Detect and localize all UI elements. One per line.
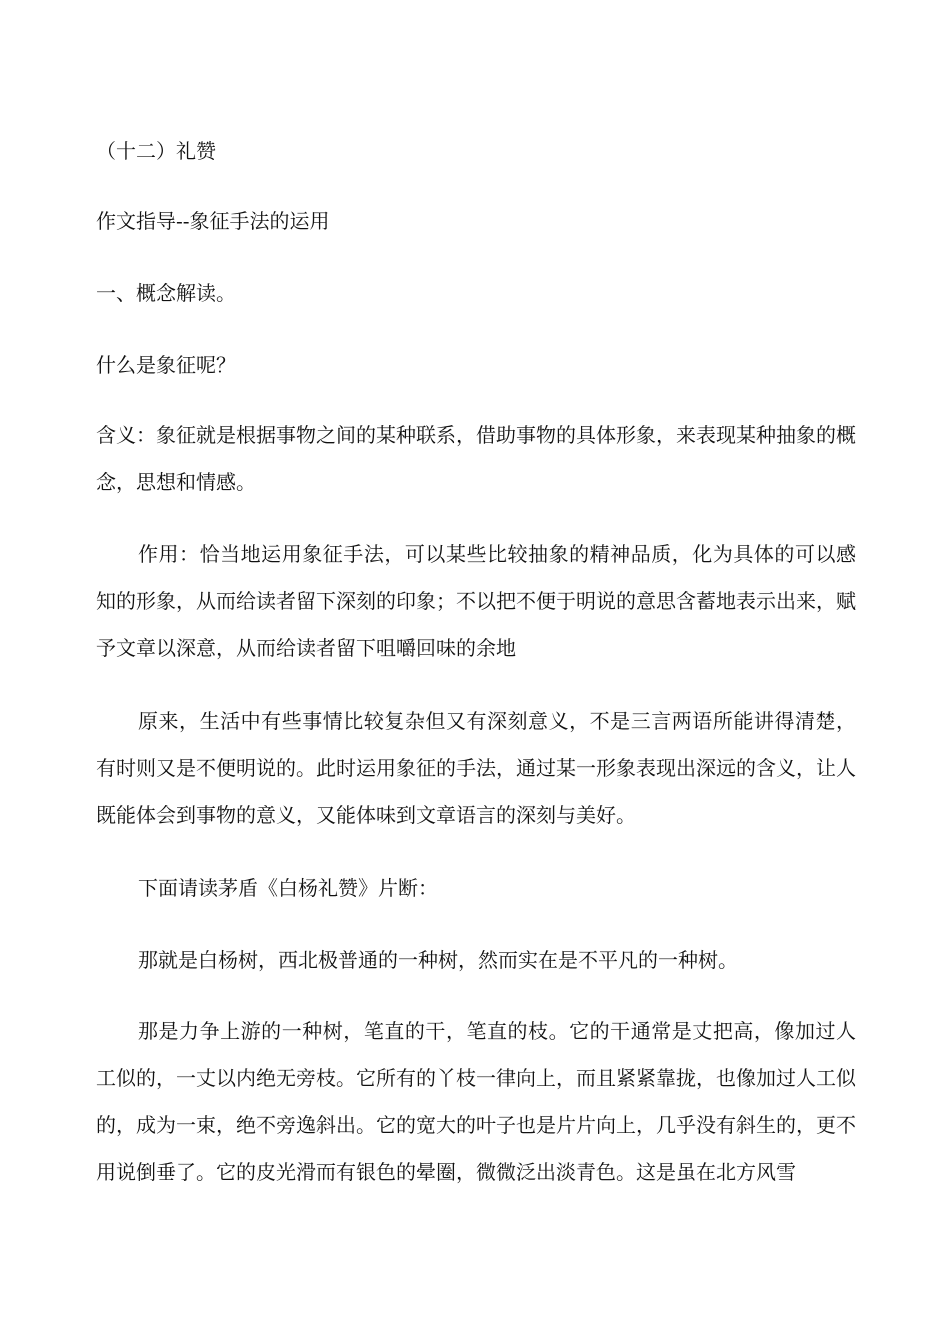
excerpt-intro: 下面请读茅盾《白杨礼赞》片断： [138, 876, 438, 900]
excerpt-paragraph-2: 那是力争上游的一种树，笔直的干，笔直的枝。它的干通常是丈把高，像加过人工似的，一丈以内绝无旁枝。它所有的丫枝一律向上，而且紧紧靠拢，也像加过人工似的，成为一束，绝不旁逸斜出。它的宽大的叶子也是片片向上，几乎没有斜生的，更不用说倒垂了。它的皮光滑而有银色的晕圈，微微泛出淡青色。这是虽在北方风雪 [96, 1019, 856, 1184]
reason-paragraph: 原来，生活中有些事情比较复杂但又有深刻意义，不是三言两语所能讲得清楚，有时则又是不便明说的。此时运用象征的手法，通过某一形象表现出深远的含义，让人既能体会到事物的意义，又能体味到文章语言的深刻与美好。 [96, 709, 856, 827]
excerpt-paragraph-1: 那就是白杨树，西北极普通的一种树，然而实在是不平凡的一种树。 [138, 948, 738, 972]
definition-paragraph: 含义：象征就是根据事物之间的某种联系，借助事物的具体形象，来表现某种抽象的概念，思想和情感。 [96, 423, 856, 494]
section-title: （十二）礼赞 [96, 139, 216, 163]
function-paragraph: 作用：恰当地运用象征手法，可以某些比较抽象的精神品质，化为具体的可以感知的形象，从而给读者留下深刻的印象；不以把不便于明说的意思含蓄地表示出来，赋予文章以深意，从而给读者留下咀嚼回味的余地 [96, 542, 856, 660]
question-line: 什么是象征呢？ [96, 353, 236, 377]
document-subtitle: 作文指导--象征手法的运用 [96, 209, 330, 233]
heading-concept: 一、概念解读。 [96, 281, 236, 305]
